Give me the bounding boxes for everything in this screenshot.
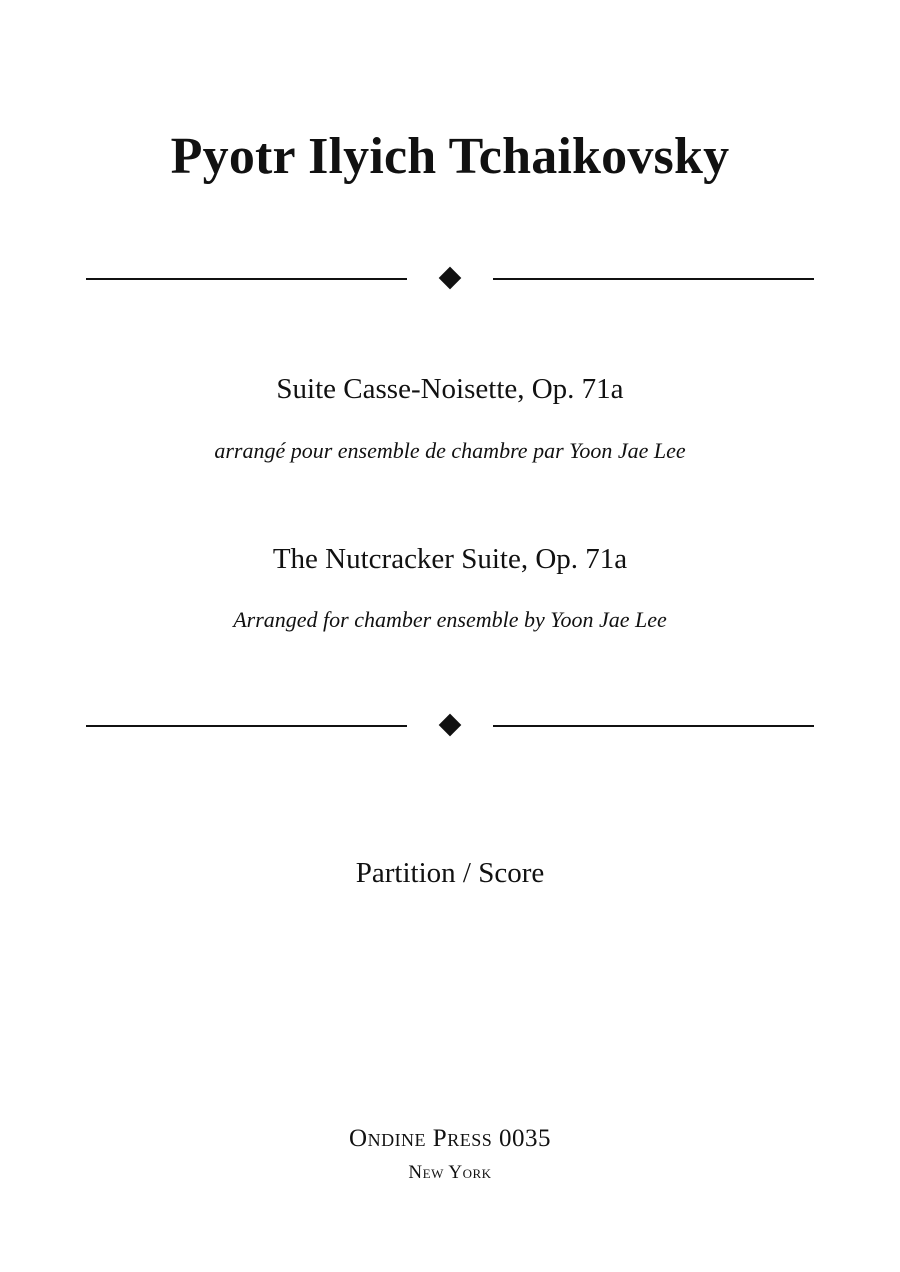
title-english: The Nutcracker Suite, Op. 71a — [272, 543, 628, 575]
divider-rule-left — [86, 725, 407, 727]
arrangement-credit-french: arrangé pour ensemble de chambre par Yoon Jae Lee — [214, 438, 686, 463]
publisher-city: New York — [408, 1162, 492, 1183]
top-divider — [86, 266, 814, 292]
divider-rule-right — [493, 278, 814, 280]
composer-name: Pyotr Ilyich Tchaikovsky — [170, 128, 730, 185]
diamond-icon — [439, 714, 462, 737]
divider-rule-right — [493, 725, 814, 727]
arrangement-credit-english: Arranged for chamber ensemble by Yoon Jae Lee — [233, 607, 667, 632]
score-label: Partition / Score — [355, 857, 545, 889]
divider-rule-left — [86, 278, 407, 280]
title-french: Suite Casse-Noisette, Op. 71a — [276, 373, 624, 405]
diamond-icon — [439, 267, 462, 290]
publisher-imprint: Ondine Press 0035 — [349, 1125, 551, 1152]
bottom-divider — [86, 713, 814, 739]
